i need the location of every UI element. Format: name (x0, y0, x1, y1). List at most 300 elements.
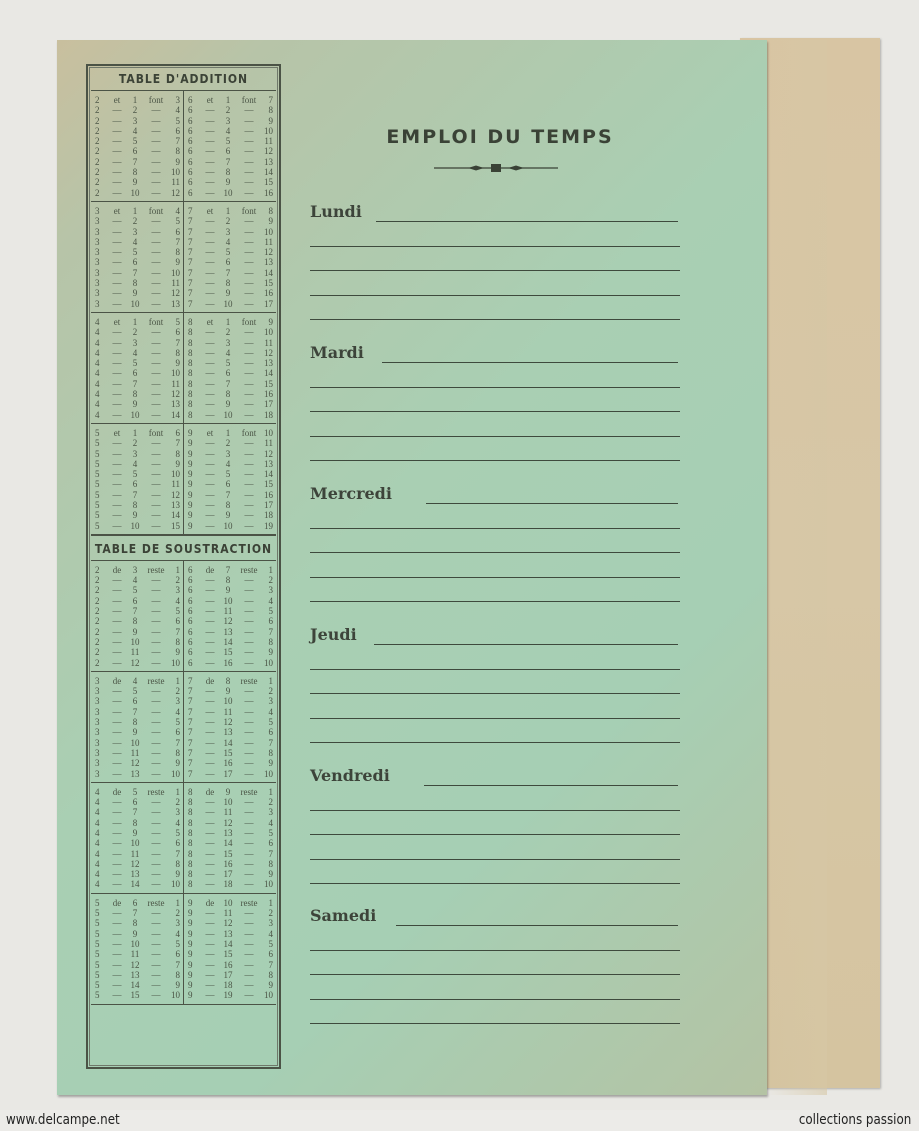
table-cell: 7 (188, 706, 193, 717)
table-cell: 2 (95, 156, 100, 167)
writing-line[interactable] (310, 528, 680, 529)
table-cell: — (112, 448, 122, 459)
table-cell: — (151, 298, 161, 309)
table-cell: 19 (264, 520, 273, 531)
writing-line[interactable] (310, 601, 680, 602)
table-cell: 7 (188, 205, 193, 216)
writing-line[interactable] (310, 999, 680, 1000)
addition-row (188, 136, 273, 146)
table-cell: 5 (225, 469, 231, 480)
table-cell: — (151, 908, 161, 919)
addition-row (95, 257, 180, 267)
addition-row (95, 469, 180, 479)
writing-line[interactable] (310, 693, 680, 694)
table-cell: — (112, 626, 122, 637)
subtraction-header-row (188, 565, 273, 575)
table-cell: — (244, 908, 254, 919)
table-cell: — (244, 626, 254, 637)
subtraction-row (95, 596, 180, 606)
writing-line[interactable] (310, 669, 680, 670)
table-cell: 5 (95, 897, 100, 908)
table-cell: 11 (171, 378, 180, 389)
subtraction-row (188, 929, 273, 939)
table-cell: 7 (188, 247, 193, 258)
table-cell: 9 (225, 786, 231, 797)
table-cell: — (244, 236, 254, 247)
table-cell: 9 (268, 216, 273, 227)
table-cell: 8 (175, 969, 180, 980)
subtraction-row (188, 918, 273, 928)
subtraction-row (95, 859, 180, 869)
addition-row (95, 237, 180, 247)
table-cell: 15 (223, 647, 233, 658)
table-cell: — (244, 489, 254, 500)
table-cell: 5 (175, 115, 180, 126)
subtraction-row (95, 647, 180, 657)
table-cell: 11 (130, 949, 140, 960)
table-cell: — (205, 727, 215, 738)
table-cell: 9 (188, 897, 193, 908)
table-cell: — (244, 105, 254, 116)
writing-line[interactable] (310, 834, 680, 835)
table-cell: — (151, 378, 161, 389)
table-cell: 8 (188, 828, 193, 838)
writing-line[interactable] (310, 295, 680, 296)
table-cell: 4 (175, 105, 180, 116)
table-cell: — (205, 817, 215, 828)
table-cell: — (151, 479, 161, 490)
subtraction-row (95, 849, 180, 859)
table-cell: 8 (132, 817, 138, 828)
table-cell: — (112, 368, 122, 379)
table-cell: 3 (95, 696, 100, 707)
addition-row (188, 257, 273, 267)
table-cell: 7 (132, 267, 138, 278)
table-cell: — (112, 337, 122, 348)
addition-header-row (95, 317, 180, 327)
writing-line[interactable] (424, 785, 678, 786)
table-cell: — (205, 879, 215, 890)
table-cell: 6 (268, 727, 273, 738)
table-cell: — (112, 657, 122, 668)
table-cell: 5 (95, 469, 100, 480)
table-cell: 6 (175, 616, 180, 627)
table-cell: — (205, 858, 215, 869)
writing-line[interactable] (310, 552, 680, 553)
table-cell: 6 (188, 95, 193, 105)
table-cell: 10 (130, 938, 140, 949)
table-cell: — (205, 389, 215, 400)
table-cell: 15 (264, 177, 273, 188)
table-cell: 3 (95, 247, 100, 258)
table-cell: 12 (171, 187, 180, 198)
table-cell: — (244, 657, 254, 668)
table-cell: 2 (95, 167, 100, 178)
table-cell: — (244, 298, 254, 309)
table-cell: — (205, 575, 215, 586)
table-cell: — (244, 327, 254, 338)
table-cell: 4 (95, 409, 100, 420)
subtraction-row (95, 627, 180, 637)
writing-line[interactable] (382, 362, 678, 363)
subtraction-row (95, 748, 180, 758)
table-cell: — (112, 727, 122, 738)
table-cell: 7 (132, 706, 138, 717)
table-cell: — (151, 216, 161, 227)
table-cell: 11 (223, 908, 233, 919)
table-cell: 5 (95, 520, 100, 531)
table-cell: — (112, 758, 122, 769)
table-cell: et (206, 205, 214, 216)
table-cell: — (205, 949, 215, 960)
table-cell: 2 (132, 105, 138, 116)
subtraction-row (188, 627, 273, 637)
table-cell: 4 (225, 236, 231, 247)
table-cell: 4 (175, 817, 180, 828)
subtraction-row (188, 696, 273, 706)
writing-line[interactable] (310, 883, 680, 884)
table-cell: 2 (95, 657, 100, 668)
table-cell: 2 (225, 105, 231, 116)
table-cell: 10 (223, 520, 233, 531)
addition-header-row (95, 95, 180, 105)
table-cell: — (205, 368, 215, 379)
table-cell: — (205, 469, 215, 480)
writing-line[interactable] (426, 503, 678, 504)
table-cell: — (244, 167, 254, 178)
table-cell: — (112, 489, 122, 500)
table-cell: 7 (188, 696, 193, 707)
table-cell: 2 (95, 136, 100, 147)
table-cell: — (244, 347, 254, 358)
subtraction-row (95, 585, 180, 595)
table-cell: 8 (132, 389, 138, 400)
addition-row (188, 348, 273, 358)
table-cell: 5 (175, 216, 180, 227)
table-cell: et (206, 427, 214, 438)
table-cell: 10 (264, 125, 273, 136)
table-cell: — (205, 717, 215, 728)
table-cell: 10 (264, 427, 273, 438)
table-cell: 12 (223, 717, 233, 728)
addition-row (188, 116, 273, 126)
table-cell: 6 (132, 595, 138, 606)
table-cell: 11 (223, 807, 233, 818)
table-cell: reste (147, 897, 165, 908)
subtraction-row (95, 727, 180, 737)
table-cell: 3 (268, 807, 273, 818)
table-cell: 8 (188, 786, 193, 797)
table-cell: 4 (175, 928, 180, 939)
table-cell: 9 (225, 177, 231, 188)
addition-row (188, 479, 273, 489)
table-cell: 10 (130, 187, 140, 198)
table-cell: 14 (223, 838, 233, 849)
table-cell: de (205, 675, 215, 686)
table-cell: — (244, 585, 254, 596)
writing-line[interactable] (310, 246, 680, 247)
table-cell: 2 (95, 626, 100, 637)
table-cell: — (205, 990, 215, 1001)
table-cell: 10 (130, 520, 140, 531)
table-cell: — (244, 177, 254, 188)
table-cell: 9 (188, 499, 193, 510)
addition-row (95, 358, 180, 368)
table-cell: font (148, 316, 164, 327)
writing-line[interactable] (310, 460, 680, 461)
writing-line[interactable] (310, 950, 680, 951)
addition-row (95, 105, 180, 115)
table-cell: 9 (132, 288, 138, 299)
subtraction-header-row (95, 898, 180, 908)
table-cell: 8 (175, 247, 180, 258)
writing-line[interactable] (376, 221, 678, 222)
addition-row (188, 521, 273, 531)
table-cell: 4 (175, 595, 180, 606)
table-cell: 2 (175, 797, 180, 808)
table-cell: 12 (130, 858, 140, 869)
table-cell: 8 (188, 869, 193, 880)
writing-line[interactable] (310, 859, 680, 860)
subtraction-row (188, 939, 273, 949)
addition-row (95, 126, 180, 136)
table-cell: 2 (268, 575, 273, 586)
table-cell: 8 (132, 717, 138, 728)
table-cell: — (205, 908, 215, 919)
table-cell: — (205, 216, 215, 227)
table-cell: 13 (171, 399, 180, 410)
table-cell: 2 (95, 595, 100, 606)
table-cell: 2 (95, 575, 100, 586)
table-cell: 13 (264, 458, 273, 469)
table-cell: 9 (188, 479, 193, 490)
table-cell: de (112, 564, 122, 575)
table-cell: 9 (188, 469, 193, 480)
addition-row (188, 399, 273, 409)
table-cell: 10 (264, 657, 273, 668)
addition-row (95, 116, 180, 126)
table-cell: 9 (188, 510, 193, 521)
table-cell: — (244, 409, 254, 420)
table-cell: — (151, 389, 161, 400)
table-cell: — (112, 990, 122, 1001)
table-cell: 14 (223, 737, 233, 748)
table-cell: 3 (95, 298, 100, 309)
table-cell: 9 (132, 399, 138, 410)
table-cell: 5 (95, 438, 100, 449)
table-cell: — (205, 489, 215, 500)
table-cell: 7 (188, 288, 193, 299)
table-cell: — (244, 438, 254, 449)
table-cell: — (112, 267, 122, 278)
table-cell: 1 (132, 316, 138, 327)
writing-line[interactable] (310, 436, 680, 437)
subtraction-row (188, 818, 273, 828)
table-cell: 4 (132, 675, 138, 686)
table-cell: — (244, 717, 254, 728)
table-cell: reste (240, 675, 258, 686)
writing-line[interactable] (374, 644, 678, 645)
addition-header-row (95, 428, 180, 438)
table-cell: 6 (268, 949, 273, 960)
writing-line[interactable] (310, 387, 680, 388)
table-cell: — (112, 918, 122, 929)
table-cell: — (205, 595, 215, 606)
subtraction-row (95, 637, 180, 647)
table-cell: 9 (175, 647, 180, 658)
table-cell: — (112, 928, 122, 939)
writing-line[interactable] (310, 810, 680, 811)
table-cell: 7 (132, 156, 138, 167)
table-cell: — (205, 928, 215, 939)
addition-row (188, 288, 273, 298)
table-cell: 13 (130, 768, 140, 779)
table-cell: 8 (132, 167, 138, 178)
table-cell: — (205, 156, 215, 167)
subtraction-row (95, 738, 180, 748)
subtraction-row (95, 939, 180, 949)
table-cell: 4 (175, 205, 180, 216)
writing-line[interactable] (310, 577, 680, 578)
table-cell: 17 (264, 399, 273, 410)
table-cell: 4 (95, 399, 100, 410)
table-cell: 1 (268, 786, 273, 797)
writing-line[interactable] (310, 718, 680, 719)
addition-row (188, 469, 273, 479)
table-cell: 10 (130, 636, 140, 647)
table-cell: 7 (188, 675, 193, 686)
table-cell: 6 (188, 575, 193, 586)
table-cell: — (151, 938, 161, 949)
table-cell: 4 (95, 389, 100, 400)
writing-line[interactable] (310, 742, 680, 743)
table-cell: — (244, 448, 254, 459)
addition-row (188, 459, 273, 469)
table-cell: 1 (225, 205, 231, 216)
addition-row (95, 368, 180, 378)
table-cell: 2 (175, 575, 180, 586)
addition-row (188, 105, 273, 115)
table-cell: 2 (132, 327, 138, 338)
table-cell: — (205, 167, 215, 178)
table-cell: — (244, 980, 254, 991)
subtraction-header-row (188, 787, 273, 797)
table-cell: — (112, 177, 122, 188)
table-cell: 2 (268, 797, 273, 808)
table-cell: 15 (223, 747, 233, 758)
subtraction-table-title: TABLE DE SOUSTRACTION (91, 535, 276, 561)
table-cell: 7 (175, 737, 180, 748)
writing-line[interactable] (310, 319, 680, 320)
table-cell: — (244, 869, 254, 880)
table-cell: 7 (175, 848, 180, 859)
table-cell: 8 (225, 499, 231, 510)
subtraction-row (95, 918, 180, 928)
table-cell: 8 (268, 747, 273, 758)
table-cell: — (205, 747, 215, 758)
table-cell: — (151, 737, 161, 748)
subtraction-column (183, 561, 276, 671)
table-cell: 3 (175, 807, 180, 818)
writing-line[interactable] (396, 925, 678, 926)
table-cell: — (205, 606, 215, 617)
table-cell: 2 (95, 616, 100, 627)
subtraction-header-row (95, 676, 180, 686)
table-cell: 3 (268, 585, 273, 596)
subtraction-column (183, 672, 276, 782)
table-cell: — (112, 717, 122, 728)
table-cell: 7 (175, 337, 180, 348)
table-cell: 6 (175, 327, 180, 338)
table-cell: — (112, 969, 122, 980)
table-cell: 8 (188, 358, 193, 369)
table-cell: 9 (188, 489, 193, 500)
table-cell: — (244, 990, 254, 1001)
table-cell: — (151, 236, 161, 247)
table-cell: — (151, 758, 161, 769)
table-cell: 6 (188, 606, 193, 617)
table-cell: 9 (268, 115, 273, 126)
table-cell: — (151, 358, 161, 369)
table-cell: — (112, 327, 122, 338)
table-cell: 6 (132, 897, 138, 908)
writing-line[interactable] (310, 270, 680, 271)
table-cell: 8 (132, 499, 138, 510)
subtraction-header-row (188, 676, 273, 686)
addition-row (188, 268, 273, 278)
table-cell: — (151, 869, 161, 880)
table-cell: 13 (264, 156, 273, 167)
table-cell: — (244, 595, 254, 606)
table-cell: — (205, 696, 215, 707)
table-cell: — (112, 146, 122, 157)
table-cell: 4 (95, 786, 100, 797)
table-cell: font (148, 205, 164, 216)
table-cell: 7 (188, 717, 193, 728)
table-cell: — (244, 838, 254, 849)
table-cell: 3 (95, 686, 100, 697)
table-cell: 17 (223, 768, 233, 779)
table-cell: — (151, 727, 161, 738)
table-cell: 7 (268, 95, 273, 105)
writing-line[interactable] (310, 974, 680, 975)
table-cell: 4 (95, 838, 100, 849)
table-cell: 7 (225, 267, 231, 278)
table-cell: 2 (95, 636, 100, 647)
table-cell: 16 (264, 288, 273, 299)
table-cell: 10 (223, 298, 233, 309)
table-cell: — (244, 706, 254, 717)
table-cell: 12 (171, 489, 180, 500)
table-cell: — (151, 448, 161, 459)
addition-header-row (95, 206, 180, 216)
table-cell: 16 (223, 758, 233, 769)
table-cell: 4 (132, 236, 138, 247)
addition-row (95, 479, 180, 489)
writing-line[interactable] (310, 1023, 680, 1024)
subtraction-column (91, 894, 183, 1004)
table-cell: 9 (188, 908, 193, 919)
table-cell: 7 (132, 489, 138, 500)
table-cell: 6 (268, 838, 273, 849)
table-cell: — (205, 146, 215, 157)
table-cell: 7 (188, 257, 193, 268)
writing-line[interactable] (310, 411, 680, 412)
table-cell: — (205, 499, 215, 510)
addition-header-row (188, 428, 273, 438)
table-cell: 9 (175, 358, 180, 369)
addition-block (91, 424, 276, 535)
